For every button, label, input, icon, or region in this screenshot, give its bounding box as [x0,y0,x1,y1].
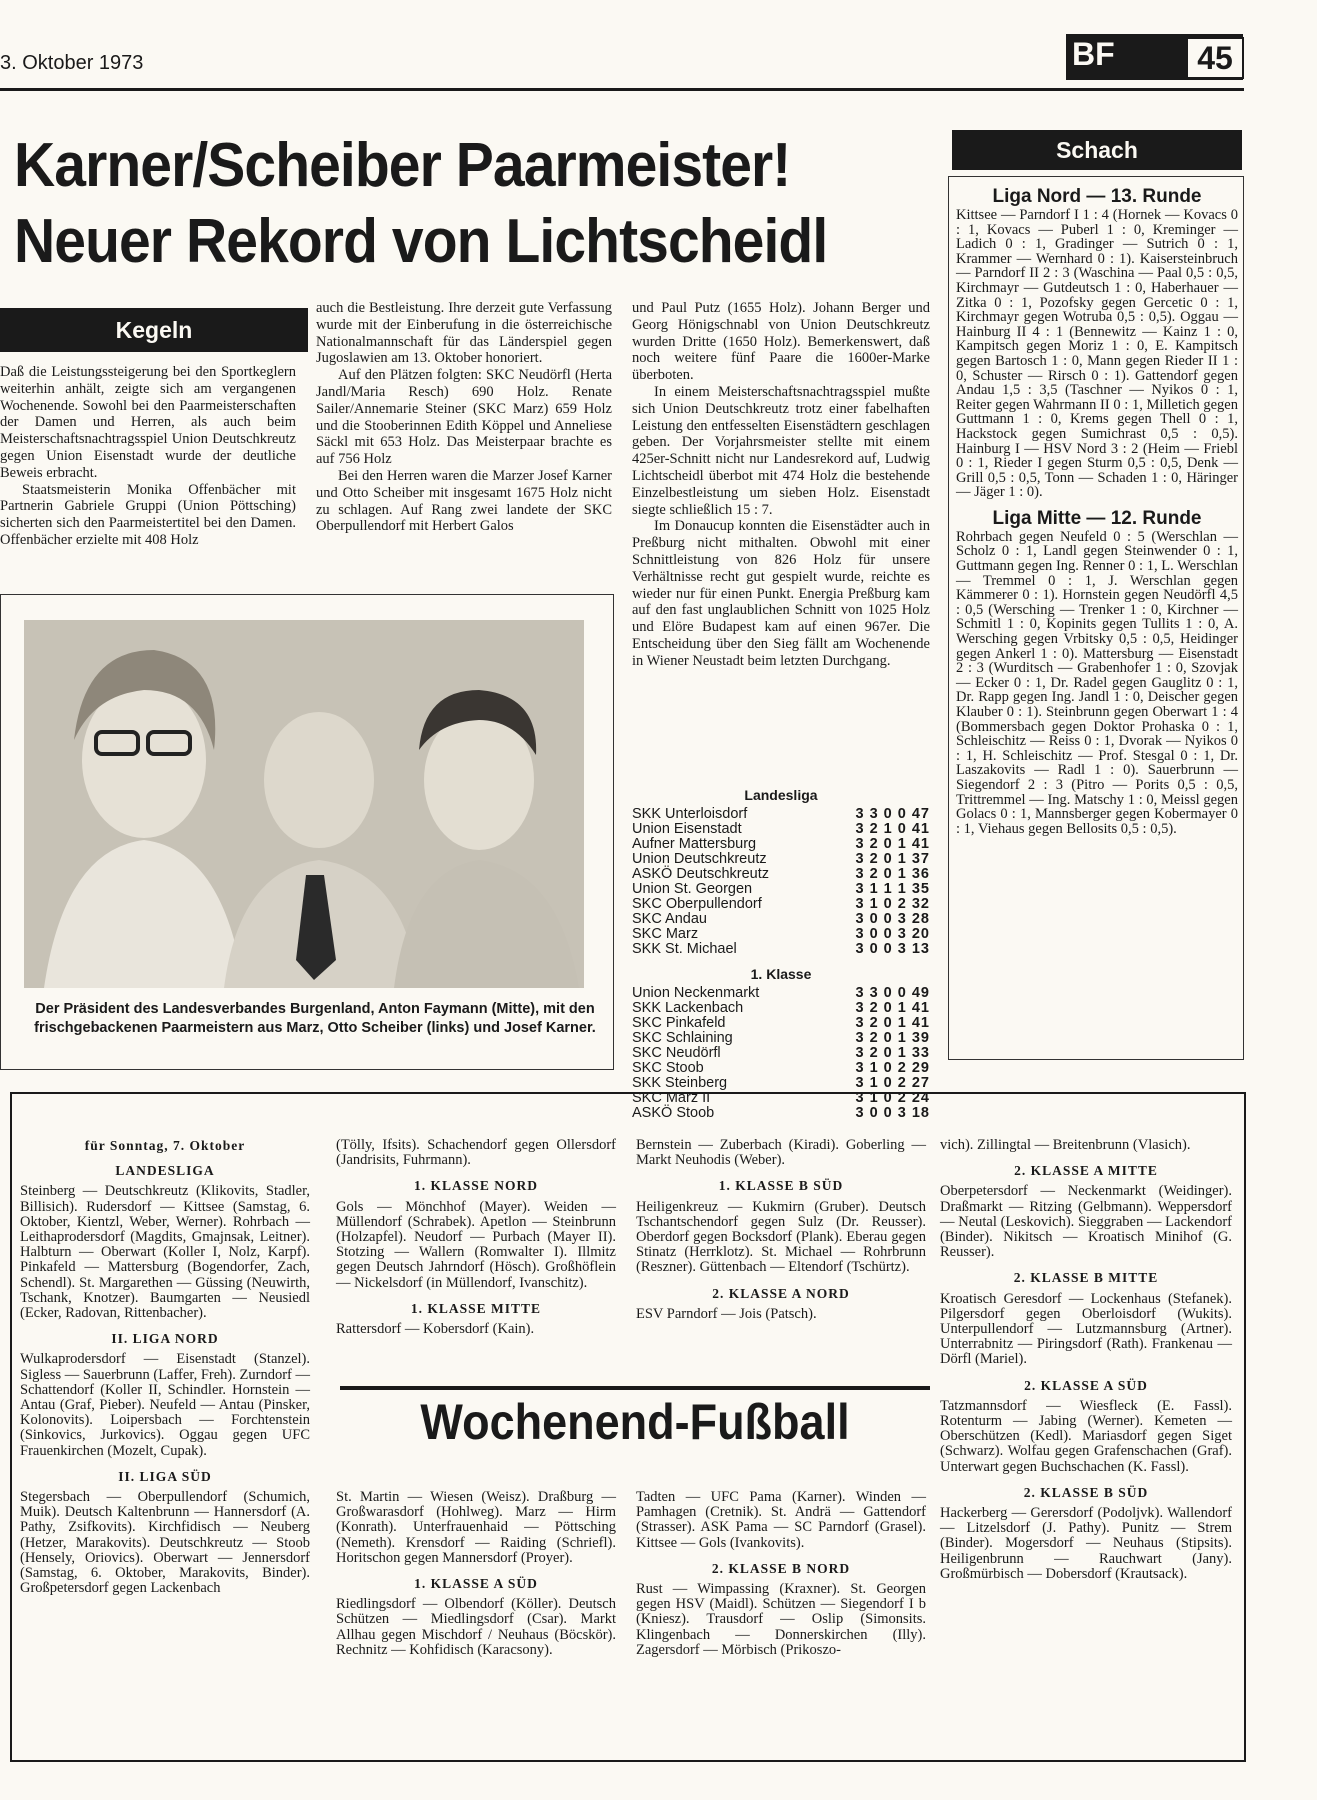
liga-nord-heading: Liga Nord — 13. Runde [992,186,1202,207]
fussball-column-2-bottom [336,1490,616,1658]
liga-mitte-heading: Liga Mitte — 12. Runde [992,507,1202,529]
team-name: SKC Schlaining [632,1030,733,1046]
table-row [632,927,930,942]
table-row [632,897,930,912]
table-row [632,807,930,822]
photo-caption: Der Präsident des Landesverbandes Burgenland, Anton Faymann (Mitte), mit den frischgebackenen Paarmeistern aus Marz, Otto Scheiber (links) und Josef Karner. [34,1001,596,1036]
team-record: 3 0 0 3 13 [855,941,930,957]
league-heading: II. LIGA SÜD [118,1468,212,1484]
team-name: SKK Unterloisdorf [632,806,748,822]
team-name: ASKÖ Stoob [632,1105,715,1121]
fixture-list: vich). Zillingtal — Breitenbrunn (Vlasich). [940,1137,1191,1153]
league-heading: 2. KLASSE B MITTE [1013,1270,1159,1286]
league-heading: 2. KLASSE A NORD [712,1285,850,1301]
fixture-list: St. Martin — Wiesen (Weisz). Draßburg — Großwarasdorf (Hohlweg). Marz — Hirm (Konrath). Unterfrauenhaid — Pöttsching (Nemeth). Krensdorf — Raiding (Schriefl). Horitschon gegen Mannersdorf (Proyer). [336,1489,616,1566]
fixture-list: Bernstein — Zuberbach (Kiradi). Goberling — Markt Neuhodis (Weber). [636,1137,926,1169]
team-name: SKC Marz [632,926,699,942]
table-row [632,1046,930,1061]
table-row [632,1016,930,1031]
headline-line-2: Neuer Rekord von Lichtscheidl [14,207,828,276]
team-record: 3 2 0 1 41 [855,1015,930,1031]
table-title: 1. Klasse [750,966,812,982]
table-title: Landesliga [744,787,818,803]
team-name: Union Neckenmarkt [632,985,760,1001]
league-heading: für Sonntag, 7. Oktober [84,1138,246,1153]
team-name: SKC Oberpullendorf [632,896,762,912]
fixture-list: Stegersbach — Oberpullendorf (Schumich, Muik). Deutsch Kaltenbrunn — Hannersdorf (A. Pathy, Zsifkovits). Kirchfidisch — Neuberg (Hetzer, Marakovits). Deutschkreutz — Stoob (Hensely, Oriovics). Oberwart — Jennersdorf (Samstag, 6. Oktober, Marakovits, Binder). Großpetersdorf gegen Lackenbach [20,1489,310,1597]
paragraph: Bei den Herren waren die Marzer Josef Karner und Otto Scheiber mit insgesamt 1675 Holz nicht zu schlagen. Auf Rang zwei landete der SKC Oberpullendorf mit Herbert Galos [316,467,612,535]
section-label-schach: Schach [952,130,1242,170]
fussball-title-box [340,1386,930,1470]
paragraph: Daß die Leistungssteigerung bei den Sportkeglern weiterhin anhält, zeigte sich am vergangenen Wochenende. Sowohl bei den Paarmeisterschaften der Damen und Herren, als auch beim Meisterschaftsnachtragsspiel Union Deutschkreutz gegen Union Eisenstadt wurde der deutliche Beweis erbracht. [0,364,296,481]
paragraph: auch die Bestleistung. Ihre derzeit gute Verfassung wurde mit der Einberufung in die österreichische Nationalmannschaft für das Länderspiel gegen Jugoslawien am 13. Oktober honoriert. [316,300,612,367]
team-name: SKC Pinkafeld [632,1015,726,1031]
team-record: 3 0 0 3 18 [855,1105,930,1121]
issue-date: 3. Oktober 1973 [0,52,144,74]
team-record: 3 2 0 1 41 [855,1000,930,1016]
team-record: 3 1 0 2 27 [855,1075,930,1091]
liga-nord-results: Kittsee — Parndorf I 1 : 4 (Hornek — Kovacs 0 : 1, Kovacs — Puberl 1 : 0, Kreminger — Ladich 0 : 1, Gradinger — Sutrich 0 : 1, Krammer — Wernhard 0 : 1). Kaisersteinbruch — Parndorf II 2 : 3 (Waschina — Paal 0,5 : 0,5, Kirchmayr — Gutdeutsch 1 : 0, Haberhauer — Zitka 0 : 1, Pozofsky gegen Gercetic 0 : 1, Kirchmayr gegen Wotruba 0,5 : 0,5). Oggau — Hainburg II 4 : 1 (Bennewitz — Kainz 1 : 0, Kampitsch gegen Moriz 1 : 0, E. Kampitsch gegen Bartosch 1 : 0, Mann gegen Rieder II 1 : 0, Schuster — Rirsch 0 : 1). Gattendorf gegen Andau 1,5 : 3,5 (Taschner — Nyikos 0 : 1, Reiter gegen Wahrmann II 0 : 1, Milletich gegen Guttmann 1 : 0, Krems gegen Thell 0 : 1, Hackstock gegen Sumichrast 0,5 : 0,5). Hainburg I — HSV Nord 3 : 2 (Heim — Friebl 0 : 1, Rieder I gegen Sturm 0,5 : 0,5, Denk — Grill 0,5 : 0,5, Tonn — Schaden 1 : 0, Häringer — Jäger 1 : 0). [956,207,1238,501]
team-record: 3 2 0 1 37 [855,851,930,867]
headline-line-1: Karner/Scheiber Paarmeister! [14,131,791,200]
league-heading: LANDESLIGA [115,1163,215,1179]
fixture-list: Hackerberg — Gerersdorf (Podoljvk). Wallendorf — Litzelsdorf (J. Pathy). Punitz — Strem (Binder). Mogersdorf — Neuhaus (Stipsits). Heiligenbrunn — Rauchwart (Jany). Großmürbisch — Dobersdorf (Krautsack). [940,1505,1232,1582]
table-row [632,1076,930,1091]
team-record: 3 3 0 0 47 [855,806,930,822]
kegeln-column-2 [316,300,612,535]
team-record: 3 1 1 1 35 [855,881,930,897]
league-heading: 2. KLASSE A MITTE [1014,1163,1158,1179]
fixture-list: Riedlingsdorf — Olbendorf (Köller). Deutsch Schützen — Miedlingsdorf (Csar). Markt Allhau gegen Mischdorf / Neuhaus (Böcskör). Rechnitz — Kohfidisch (Karacsony). [336,1596,616,1658]
team-name: ASKÖ Deutschkreutz [632,866,769,882]
league-heading: 1. KLASSE B SÜD [718,1178,844,1194]
team-name: SKC Stoob [632,1060,704,1076]
table-row [632,852,930,867]
header-rule [0,88,1244,91]
league-heading: 2. KLASSE A SÜD [1024,1377,1148,1393]
page-number: 45 [1186,37,1244,79]
table-row [632,882,930,897]
table-row [632,1001,930,1016]
team-name: Union Eisenstadt [632,821,742,837]
league-heading: 2. KLASSE B SÜD [1023,1484,1149,1500]
team-name: SKC Neudörfl [632,1045,721,1061]
team-record: 3 3 0 0 49 [855,985,930,1001]
schach-column [956,186,1238,836]
paragraph: Staatsmeisterin Monika Offenbächer mit Partnerin Gabriele Gruppi (Union Pöttsching) sicherten sich den Paarmeistertitel bei den Damen. Offenbächer erzielte mit 408 Holz [0,481,296,548]
fussball-title: Wochenend-Fußball [420,1394,850,1450]
table-row [632,1031,930,1046]
table-row [632,867,930,882]
landesliga-table [632,782,930,1121]
league-heading: 1. KLASSE NORD [414,1178,538,1194]
liga-mitte-results: Rohrbach gegen Neufeld 0 : 5 (Werschlan — Scholz 0 : 1, Landl gegen Steinwender 0 : 1, Guttmann gegen Ing. Renner 0 : 1, L. Werschlan — Tremmel 0 : 1, J. Werschlan gegen Kämmerer 0 : 1). Hornstein gegen Neudörfl 4,5 : 0,5 (Wersching — Trenker 1 : 0, Kirchner — Schmitl 1 : 0, Kopinits gegen Tullits 1 : 0, A. Wersching gegen Vrbitsky 0,5 : 0,5, Heidinger gegen Ankerl 1 : 0). Mattersburg — Eisenstadt 2 : 3 (Wurditsch — Grabenhofer 1 : 0, Szovjak — Ecker 0 : 1, Dr. Radel gegen Gauglitz 0 : 1, Dr. Rapp gegen Ing. Jandl 1 : 0, Deischer gegen Klauber 0 : 1). Steinbrunn gegen Oberwart 1 : 4 (Bommersbach gegen Doktor Prohaska 0 : 1, Schleischitz — Reiss 0 : 1, Dvorak — Nyikos 0 : 1, H. Schleischitz — Prof. Stesgal 0 : 1, Dr. Laszakovits — Radl 1 : 0). Sauerbrunn — Siegendorf 2 : 3 (Pitro — Porits 0,5 : 0,5, Trittremmel — Ing. Matschy 1 : 0, Meissl gegen Golacs 0 : 1, Mannsberger gegen Kobermayer 0 : 1, Viehaus gegen Bellosits 0,5 : 0,5). [956,528,1238,837]
fixture-list: ESV Parndorf — Jois (Patsch). [636,1305,817,1322]
section-label-kegeln: Kegeln [0,308,308,352]
fixture-list: Rattersdorf — Kobersdorf (Kain). [336,1321,535,1338]
fussball-column-1 [20,1138,310,1596]
fussball-column-3-top [636,1138,926,1322]
photo-karner-scheiber-faymann [24,620,584,988]
league-heading: 2. KLASSE B NORD [711,1560,851,1576]
brand-logo: BF [1072,36,1115,72]
fixture-list: Oberpetersdorf — Neckenmarkt (Weidinger). Draßmarkt — Ritzing (Gelbmann). Weppersdorf — Neutal (Leskovich). Sieggraben — Lackendorf (Binder). Nikitsch — Kroatisch Minihof (G. Reusser). [940,1183,1232,1261]
team-record: 3 0 0 3 20 [855,926,930,942]
fussball-column-4 [940,1138,1232,1582]
photo-figures [24,620,584,988]
league-heading: 1. KLASSE A SÜD [414,1576,538,1592]
table-row [632,837,930,852]
fixture-list: (Tölly, Ifsits). Schachendorf gegen Ollersdorf (Jandrisits, Fuhrmann). [336,1137,616,1169]
team-record: 3 2 1 0 41 [855,821,930,837]
table-row [632,1061,930,1076]
fussball-column-3-bottom [636,1490,926,1658]
fixture-list: Tadten — UFC Pama (Karner). Winden — Pamhagen (Cretnik). St. Andrä — Gattendorf (Strasser). ASK Pama — SC Parndorf (Grasel). Kittsee — Gols (Ivankovits). [636,1489,926,1551]
fixture-list: Rust — Wimpassing (Kraxner). St. Georgen gegen HSV (Maidl). Schützen — Siegendorf I b (Kniesz). Trausdorf — Oslip (Simonsits. Klingenbach — Donnerskirchen (Illy). Zagersdorf — Mörbisch (Prikoszo- [636,1581,926,1658]
team-name: Union St. Georgen [632,881,753,897]
fixture-list: Wulkaprodersdorf — Eisenstadt (Stanzel). Sigless — Sauerbrunn (Laffer, Freh). Zurndorf — Schattendorf (Koller II, Schindler. Hornstein — Antau (Graf, Pieber). Neufeld — Antau (Pinsker, Kolonovits). Loipersbach — Forchtenstein (Sinkovics, Jurkovics). Oggau gegen UFC Frauenkirchen (Mozelt, Cupak). [20,1351,310,1459]
table-row [632,912,930,927]
team-record: 3 2 0 1 33 [855,1045,930,1061]
league-heading: II. LIGA NORD [111,1331,219,1347]
team-name: SKK Steinberg [632,1075,728,1091]
fixture-list: Heiligenkreuz — Kukmirn (Gruber). Deutsch Tschantschendorf gegen Sulz (Dr. Reusser). Oberdorf gegen Bocksdorf (Plank). Eberau gegen Stinatz (Herrklotz). St. Michael — Rohrbrunn (Reszner). Güttenbach — Eltendorf (Tschürtz). [636,1198,926,1276]
kegeln-column-3 [632,300,930,670]
fixture-list: Kroatisch Geresdorf — Lockenhaus (Stefanek). Pilgersdorf gegen Oberloisdorf (Wukits). Unterpullendorf — Lutzmannsburg (Artner). Unterrabnitz — Piringsdorf (Rath). Frankenau — Dörfl (Mariel). [940,1290,1232,1368]
team-record: 3 2 0 1 36 [855,866,930,882]
team-record: 3 0 0 3 28 [855,911,930,927]
team-name: SKC Andau [632,911,707,927]
team-record: 3 2 0 1 39 [855,1030,930,1046]
team-name: Aufner Mattersburg [632,836,757,852]
table-row [632,942,930,957]
fixture-list: Tatzmannsdorf — Wiesfleck (E. Fassl). Rotenturm — Jabing (Werner). Kemeten — Oberschützen (Kedl). Mariasdorf gegen Siget (Schwarz). Wolfau gegen Grafenschachen (Graf). Unterwart gegen Buchschachen (K. Fassl). [940,1397,1232,1475]
fixture-list: Gols — Mönchhof (Mayer). Weiden — Müllendorf (Schrabek). Apetlon — Steinbrunn (Holzapfel). Neudorf — Purbach (Mayer II). Stotzing — Wallern (Romwalter I). Illmitz gegen Deutsch Jahrndorf (Hösch). Großhöflein — Nickelsdorf (in Müllendorf, Ivanschitz). [336,1198,616,1291]
team-name: Union Deutschkreutz [632,851,767,867]
team-name: SKC Marz II [632,1090,711,1106]
table-row [632,986,930,1001]
team-record: 3 1 0 2 29 [855,1060,930,1076]
kegeln-column-1 [0,364,296,549]
paragraph: In einem Meisterschaftsnachtragsspiel mußte sich Union Deutschkreutz trotz einer fabelhaften Leistung den entfesselten Eisenstädtern geschlagen geben. Der Vorjahrsmeister stellte mit einem 425er-Schnitt nicht nur Landesrekord auf, Ludwig Lichtscheidl überbot mit 474 Holz die bestehende Einzelbestleistung um sieben Holz. Eisenstadt siegte schließlich 15 : 7. [632,383,930,518]
team-record: 3 1 0 2 24 [855,1090,930,1106]
fussball-column-2-top [336,1138,616,1337]
league-heading: 1. KLASSE MITTE [410,1300,542,1316]
paragraph: Auf den Plätzen folgten: SKC Neudörfl (Herta Jandl/Maria Resch) 690 Holz. Renate Sailer/Annemarie Steiner (SKC Marz) 659 Holz und die Stooberinnen Edith Köppel und Anneliese Säckl mit 653 Holz. Das Meisterpaar brachte es auf 756 Holz [316,367,612,468]
paragraph: und Paul Putz (1655 Holz). Johann Berger und Georg Hönigschnabl von Union Deutschkreutz wurden Dritte (1650 Holz). Bemerkenswert, daß noch weitere fünf Paare die 1600er-Marke überboten. [632,300,930,384]
table-row [632,822,930,837]
team-record: 3 2 0 1 41 [855,836,930,852]
team-name: SKK Lackenbach [632,1000,744,1016]
fixture-list: Steinberg — Deutschkreutz (Klikovits, Stadler, Billisich). Rudersdorf — Kittsee (Samstag, 6. Oktober, Kientzl, Weber, Werner). Rohrbach — Leithaprodersdorf (Magdits, Gmajnsak, Leitner). Halbturn — Oberwart (Koller I, Nolz, Karpf). Pinkafeld — Mattersburg (Bogendorfer, Zach, Schendl). St. Margarethen — Güssing (Neuwirth, Tschank, Knotzer). Baumgarten — Neusiedl (Ecker, Radovan, Rittenbacher). [20,1183,310,1322]
team-record: 3 1 0 2 32 [855,896,930,912]
team-name: SKK St. Michael [632,941,737,957]
paragraph: Im Donaucup konnten die Eisenstädter auch in Preßburg nicht mithalten. Obwohl mit einer Schnittleistung von 826 Holz für unsere Verhältnisse recht gut gespielt wurde, reichte es wieder nur für einen Punkt. Energia Preßburg kam auf den fast unglaublichen Schnitt von 1025 Holz und Elöre Budapest kam auf einen 967er. Die Entscheidung über den Sieg fällt am Wochenende in Wiener Neustadt beim letzten Durchgang. [632,518,930,669]
